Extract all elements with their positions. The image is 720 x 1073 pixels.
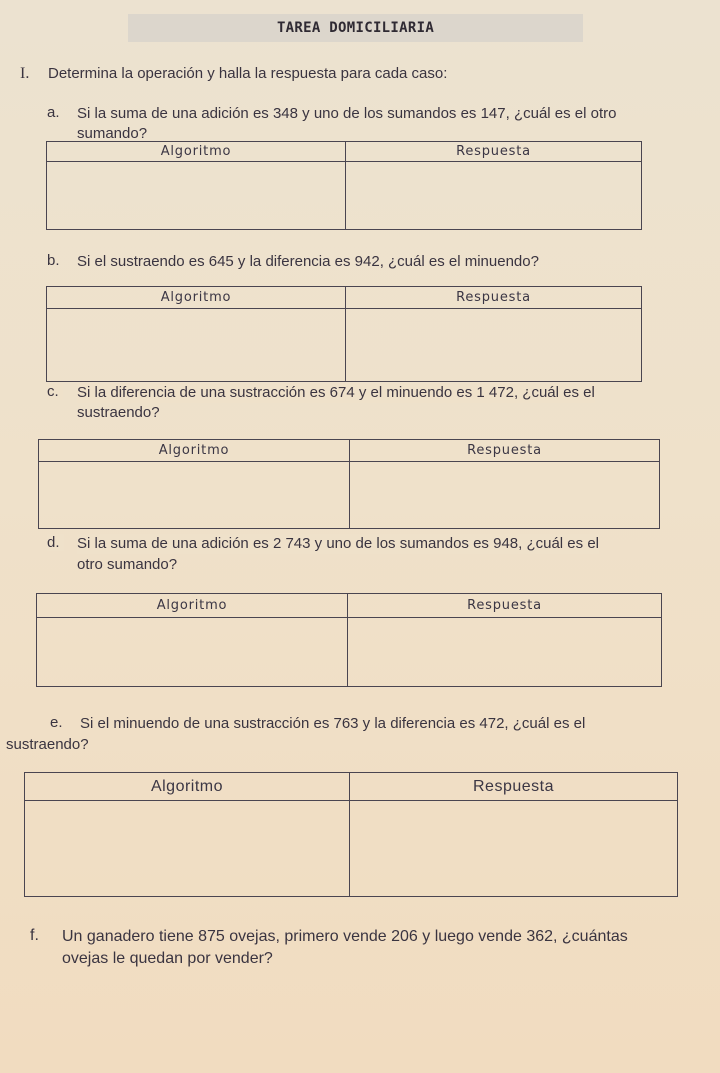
respuesta-cell[interactable] <box>348 618 662 687</box>
problem-b-letter: b. <box>47 252 60 269</box>
header-respuesta: Respuesta <box>350 773 678 801</box>
header-algoritmo: Algoritmo <box>37 594 348 618</box>
problem-b-line1: Si el sustraendo es 645 y la diferencia es 942, ¿cuál es el minuendo? <box>77 253 539 270</box>
problem-d-line2: otro sumando? <box>77 556 178 573</box>
problem-f-line2: ovejas le quedan por vender? <box>62 950 273 967</box>
answer-table-e <box>24 772 678 897</box>
algoritmo-cell[interactable] <box>25 801 350 897</box>
problem-a-line2: sumando? <box>77 125 148 142</box>
problem-f-line1: Un ganadero tiene 875 ovejas, primero vende 206 y luego vende 362, ¿cuántas <box>62 928 628 945</box>
header-algoritmo: Algoritmo <box>47 287 346 309</box>
respuesta-cell[interactable] <box>350 801 678 897</box>
problem-c-line1: Si la diferencia de una sustracción es 674 y el minuendo es 1 472, ¿cuál es el <box>77 384 595 401</box>
algoritmo-cell[interactable] <box>47 309 346 382</box>
problem-e-letter: e. <box>50 714 63 731</box>
answer-table-d <box>36 593 662 687</box>
problem-d-line1: Si la suma de una adición es 2 743 y uno de los sumandos es 948, ¿cuál es el <box>77 535 599 552</box>
problem-d-letter: d. <box>47 534 64 551</box>
algoritmo-cell[interactable] <box>39 462 350 529</box>
header-algoritmo: Algoritmo <box>39 440 350 462</box>
problem-a-line1: Si la suma de una adición es 348 y uno de los sumandos es 147, ¿cuál es el otro <box>77 105 617 122</box>
respuesta-cell[interactable] <box>346 162 642 230</box>
header-algoritmo: Algoritmo <box>47 142 346 162</box>
problem-f-letter: f. <box>30 927 39 944</box>
respuesta-cell[interactable] <box>350 462 660 529</box>
respuesta-cell[interactable] <box>346 309 642 382</box>
problem-e-line2: sustraendo? <box>6 736 89 753</box>
problem-e-line1: Si el minuendo de una sustracción es 763 y la diferencia es 472, ¿cuál es el <box>80 715 586 732</box>
header-respuesta: Respuesta <box>348 594 662 618</box>
answer-table-a <box>46 141 642 230</box>
answer-table-c <box>38 439 660 529</box>
header-respuesta: Respuesta <box>350 440 660 462</box>
problem-c-line2: sustraendo? <box>77 404 160 421</box>
header-respuesta: Respuesta <box>346 287 642 309</box>
header-algoritmo: Algoritmo <box>25 773 350 801</box>
section-instruction: Determina la operación y halla la respuesta para cada caso: <box>48 65 448 82</box>
algoritmo-cell[interactable] <box>37 618 348 687</box>
header-respuesta: Respuesta <box>346 142 642 162</box>
page-title: TAREA DOMICILIARIA <box>128 14 583 42</box>
problem-c-letter: c. <box>47 383 63 400</box>
answer-table-b <box>46 286 642 382</box>
problem-a-letter: a. <box>47 104 60 121</box>
algoritmo-cell[interactable] <box>47 162 346 230</box>
section-number: I. <box>20 65 30 82</box>
